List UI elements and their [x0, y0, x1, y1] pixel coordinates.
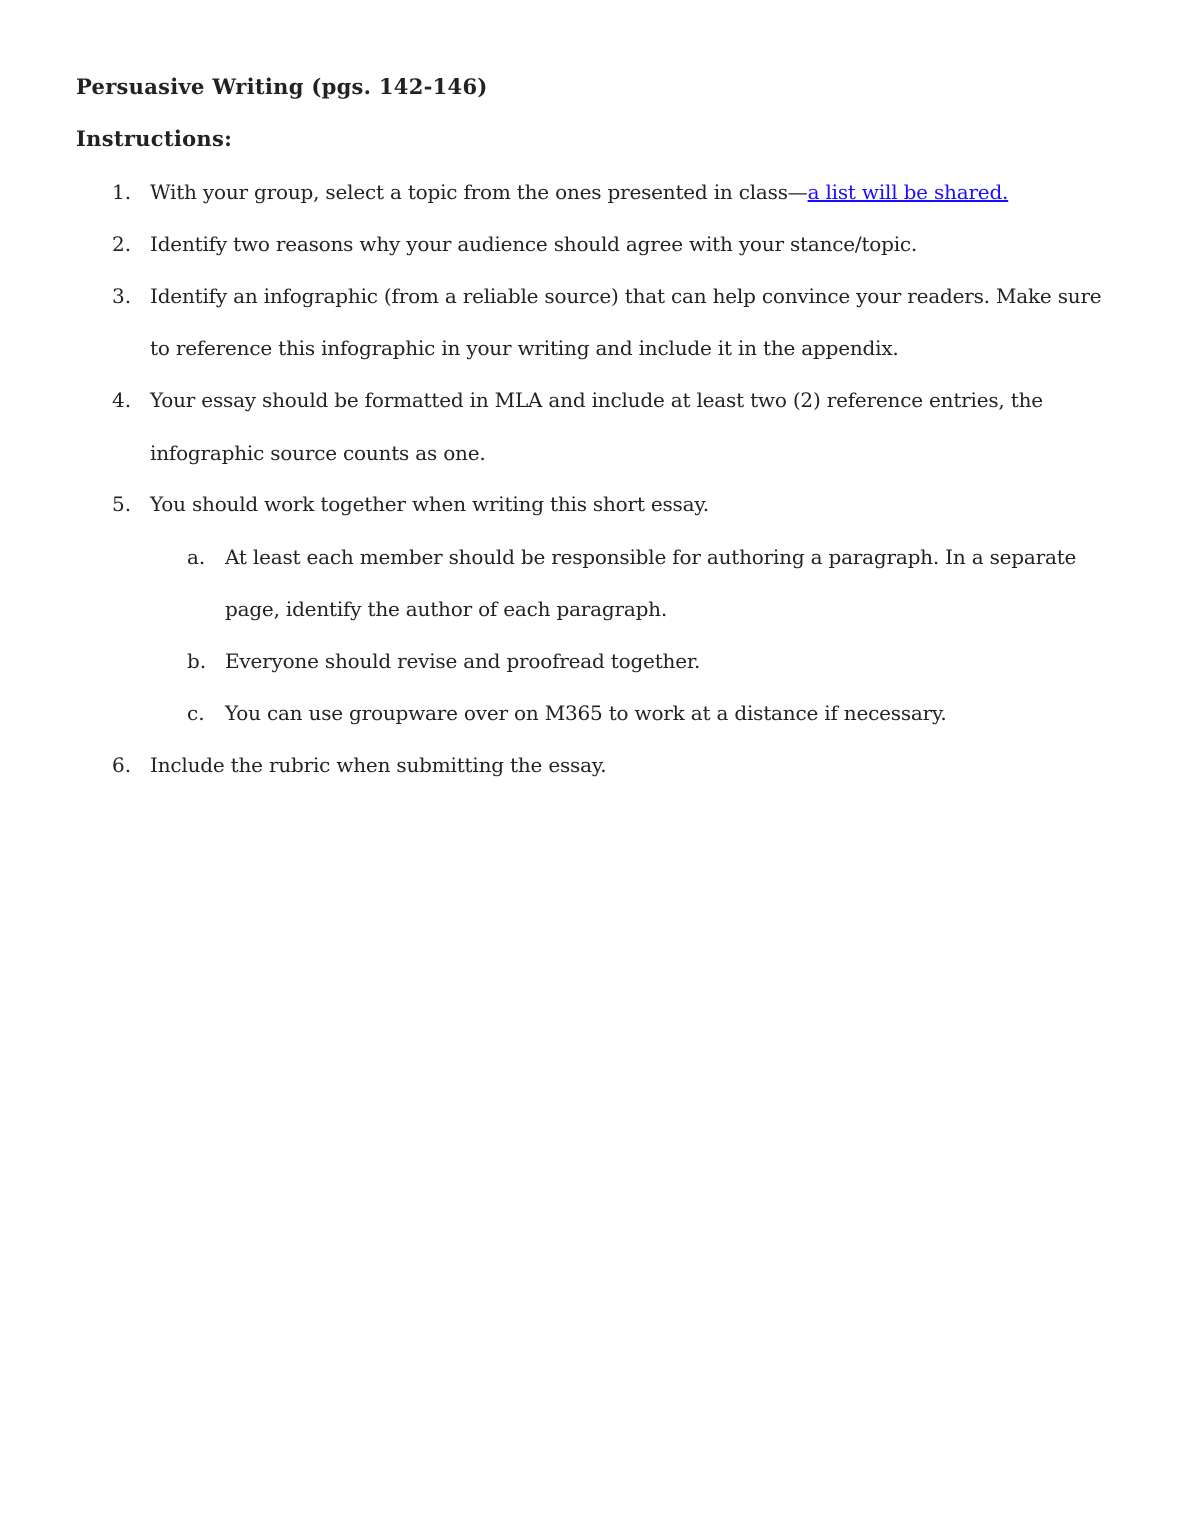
sublist-letter-a: a.	[187, 545, 206, 569]
list-item-6: Include the rubric when submitting the essay.	[150, 753, 607, 777]
instructions-heading: Instructions:	[76, 126, 233, 151]
sublist-item-a-line1: At least each member should be responsible for authoring a paragraph. In a separate	[225, 545, 1077, 569]
list-item-5: You should work together when writing this short essay.	[150, 492, 709, 516]
list-item-3-line1: Identify an infographic (from a reliable source) that can help convince your readers. Make sure	[150, 284, 1102, 308]
sublist-item-c: You can use groupware over on M365 to work at a distance if necessary.	[225, 701, 947, 725]
document-title: Persuasive Writing (pgs. 142-146)	[76, 74, 488, 99]
list-item-1-text: With your group, select a topic from the ones presented in class—	[150, 180, 808, 204]
list-number-1: 1.	[112, 180, 132, 204]
list-number-4: 4.	[112, 388, 132, 412]
list-item-3-line2: to reference this infographic in your writing and include it in the appendix.	[150, 336, 899, 360]
sublist-item-b: Everyone should revise and proofread together.	[225, 649, 701, 673]
list-item-1	[150, 180, 1008, 204]
list-number-5: 5.	[112, 492, 132, 516]
sublist-item-a-line2: page, identify the author of each paragraph.	[225, 597, 668, 621]
list-item-2: Identify two reasons why your audience should agree with your stance/topic.	[150, 232, 918, 256]
sublist-letter-c: c.	[187, 701, 205, 725]
list-item-4-line2: infographic source counts as one.	[150, 441, 486, 465]
shared-list-link[interactable]: a list will be shared.	[807, 180, 1009, 204]
list-item-4-line1: Your essay should be formatted in MLA and include at least two (2) reference entries, the	[150, 388, 1043, 412]
list-number-3: 3.	[112, 284, 132, 308]
list-number-6: 6.	[112, 753, 132, 777]
sublist-letter-b: b.	[187, 649, 207, 673]
list-number-2: 2.	[112, 232, 132, 256]
